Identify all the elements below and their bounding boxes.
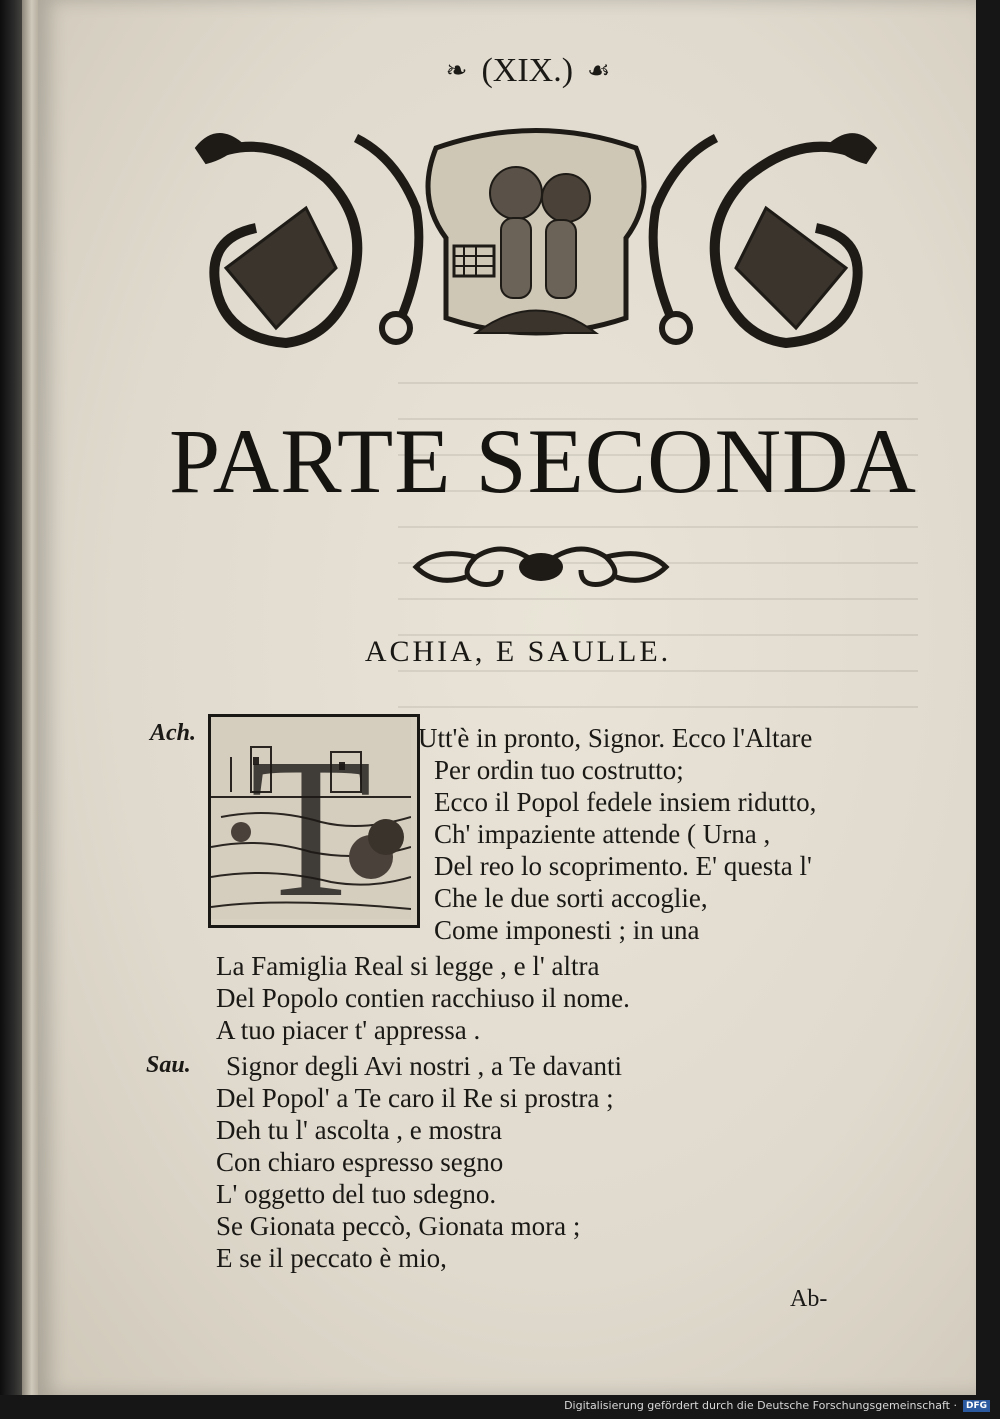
footer-text: Digitalisierung gefördert durch die Deutsche Forschungsgemeinschaft ·	[564, 1399, 957, 1412]
verse-line-15: L' oggetto del tuo sdegno.	[216, 1179, 497, 1209]
verse-line-6: Che le due sorti accoglie,	[434, 883, 708, 913]
page-number: (XIX.)	[481, 52, 574, 89]
verse-line-17: E se il peccato è mio,	[216, 1243, 447, 1273]
woodcut-headpiece-icon	[186, 118, 886, 358]
running-head	[408, 52, 648, 90]
verse-line-8: La Famiglia Real si legge , e l' altra	[216, 951, 600, 981]
verse-line-7: Come imponesti ; in una	[434, 915, 700, 945]
verse-line-9: Del Popolo contien racchiuso il nome.	[216, 983, 630, 1013]
digitization-footer	[564, 1399, 990, 1412]
landscape-woodcut-icon	[211, 717, 411, 919]
decorated-initial	[208, 714, 420, 928]
verse-line-1: Utt'è in pronto, Signor. Ecco l'Altare	[418, 723, 813, 753]
verse-line-4: Ch' impaziente attende ( Urna ,	[434, 819, 771, 849]
dfg-logo-icon: DFG	[963, 1400, 990, 1412]
speaker-saul: Sau.	[146, 1052, 191, 1078]
verse-line-14: Con chiaro espresso segno	[216, 1147, 504, 1177]
page-title: PARTE SECONDA	[169, 410, 917, 512]
verse-line-11: Signor degli Avi nostri , a Te davanti	[226, 1051, 623, 1081]
initial-letter: T	[249, 718, 373, 919]
speaker-achia: Ach.	[150, 720, 197, 746]
page-edge	[22, 0, 38, 1395]
verse-line-16: Se Gionata peccò, Gionata mora ;	[216, 1211, 581, 1241]
verse-line-10: A tuo piacer t' appressa .	[216, 1015, 481, 1045]
verse-line-2: Per ordin tuo costrutto;	[434, 755, 684, 785]
verse-line-3: Ecco il Popol fedele insiem ridutto,	[434, 787, 817, 817]
fleuron-left-icon: ❧	[445, 56, 468, 85]
fleuron-right-icon: ☙	[587, 56, 611, 85]
verse-line-5: Del reo lo scoprimento. E' questa l'	[434, 851, 812, 881]
section-heading: ACHIA, E SAULLE.	[364, 635, 672, 668]
verse-line-13: Deh tu l' ascolta , e mostra	[216, 1115, 503, 1145]
book-page	[38, 0, 976, 1395]
verse-line-12: Del Popol' a Te caro il Re si prostra ;	[216, 1083, 614, 1113]
decorative-ornament-icon	[406, 532, 676, 602]
catchword: Ab-	[790, 1286, 828, 1312]
